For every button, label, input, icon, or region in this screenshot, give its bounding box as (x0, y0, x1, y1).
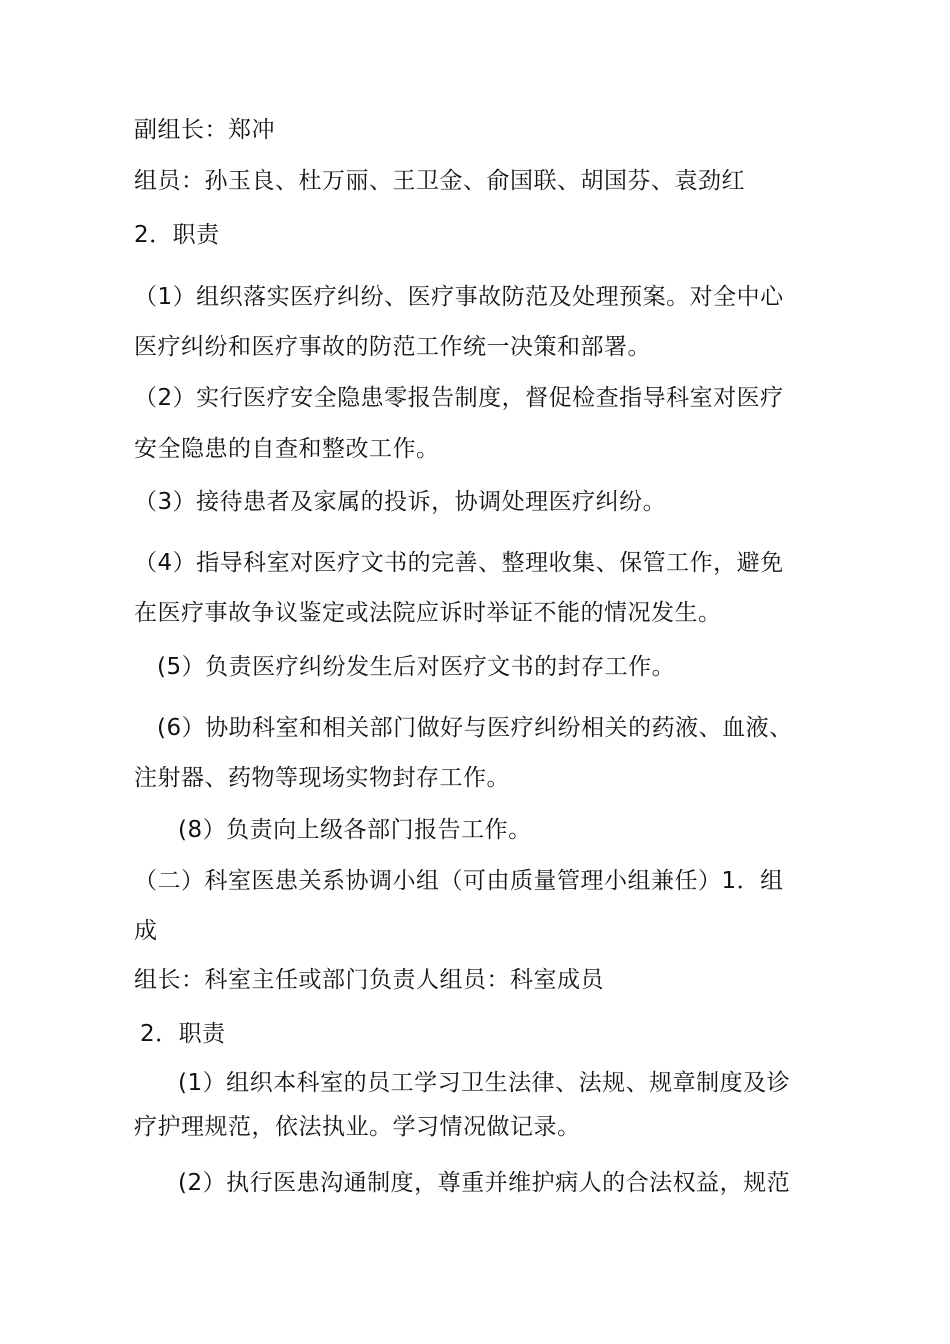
duty-item-2: （2）实行医疗安全隐患零报告制度，督促检查指导科室对医疗 (134, 385, 784, 411)
members-line: 组员：孙玉良、杜万丽、王卫金、俞国联、胡国芬、袁劲红 (134, 168, 745, 194)
duty-item-6: (6）协助科室和相关部门做好与医疗纠纷相关的药液、血液、 (157, 715, 793, 741)
section-heading-dept-group-cont: 成 (134, 918, 158, 944)
duty-item-1: （1）组织落实医疗纠纷、医疗事故防范及处理预案。对全中心 (134, 284, 784, 310)
deputy-leader-line: 副组长：郑冲 (134, 117, 275, 143)
section-heading-dept-group: （二）科室医患关系协调小组（可由质量管理小组兼任）1．组 (134, 868, 784, 894)
duty-item-4-cont: 在医疗事故争议鉴定或法院应诉时举证不能的情况发生。 (134, 600, 722, 626)
duty-item-6-cont: 注射器、药物等现场实物封存工作。 (134, 765, 510, 791)
dept-leader-line: 组长：科室主任或部门负责人组员：科室成员 (134, 967, 604, 993)
duty-item-4: （4）指导科室对医疗文书的完善、整理收集、保管工作，避免 (134, 550, 784, 576)
duty-item-3: （3）接待患者及家属的投诉，协调处理医疗纠纷。 (134, 489, 667, 515)
duty-item-5: (5）负责医疗纠纷发生后对医疗文书的封存工作。 (157, 654, 676, 680)
dept-duty-item-1-cont: 疗护理规范，依法执业。学习情况做记录。 (134, 1114, 581, 1140)
dept-duty-item-2: (2）执行医患沟通制度，尊重并维护病人的合法权益，规范 (178, 1170, 791, 1196)
duty-item-1-cont: 医疗纠纷和医疗事故的防范工作统一决策和部署。 (134, 334, 651, 360)
duty-item-8: (8）负责向上级各部门报告工作。 (178, 817, 532, 843)
section-heading-duties-2: 2．职责 (140, 1021, 226, 1047)
section-heading-duties: 2．职责 (134, 222, 220, 248)
dept-duty-item-1: (1）组织本科室的员工学习卫生法律、法规、规章制度及诊 (178, 1070, 791, 1096)
duty-item-2-cont: 安全隐患的自查和整改工作。 (134, 436, 440, 462)
